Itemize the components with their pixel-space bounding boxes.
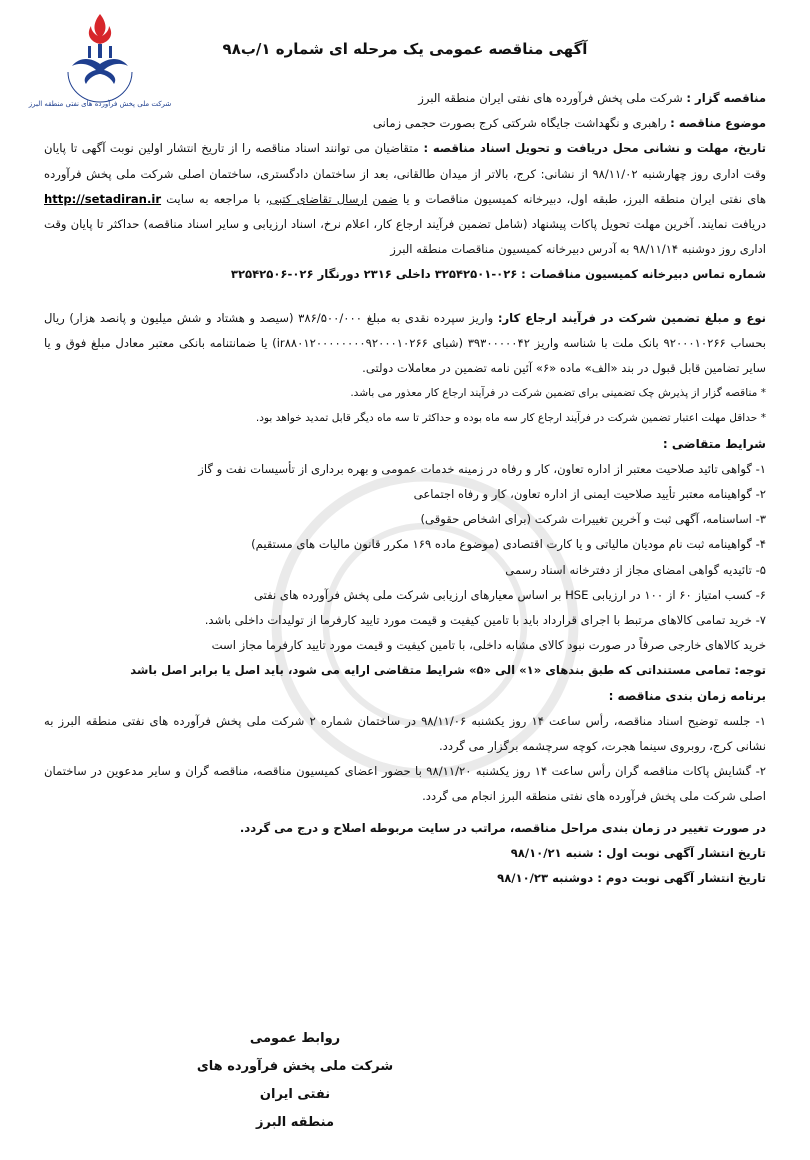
condition-item: ۴- گواهینامه ثبت نام مودیان مالیاتی و یا کارت اقتصادی (موضوع ماده ۱۶۹ مکرر قانون مالیات های مستقیم): [251, 537, 766, 552]
guarantee-note-2: * حداقل مهلت اعتبار تضمین شرکت در فرآیند ارجاع کار سه ماه بوده و حداکثر تا سه ماه دیگر قابل تمدید خواهد بود.: [255, 412, 766, 425]
signature-line-3: منطقه البرز: [256, 1115, 334, 1130]
setadiran-link[interactable]: http://setadiran.ir: [44, 191, 162, 206]
contact-line: [44, 262, 766, 287]
attention-label: توجه:: [734, 663, 766, 678]
schedule-change-note: در صورت تغییر در زمان بندی مراحل مناقصه، مراتب در سایت مربوطه اصلاح و درج می گردد.: [239, 820, 766, 835]
condition-item: خرید کالاهای خارجی صرفاً در صورت نبود کالای مشابه داخلی، با تامین کیفیت و قیمت مورد تایید کارفرما مجاز است: [211, 638, 766, 653]
organizer-line: [44, 86, 766, 111]
condition-item: ۱- گواهی تائید صلاحیت معتبر از اداره تعاون، کار و رفاه در زمینه خدمات عمومی و بهره برداری از تأسیسات نفت و گاز: [198, 461, 766, 476]
organizer-label: مناقصه گزار :: [686, 91, 766, 105]
docs-text-1: متقاضیان می توانند اسناد مناقصه را از تاریخ انتشار اولین نوبت آگهی تا پایان وقت اداری روز چهارشنبه ۹۸/۱۱/۰۲ از نشانی: کرج، بالاتر از میدان طالقانی، بعد از ساختمان دادگستری، ساختمان اصلی شرکت ملی پخش فرآورده های نفتی ایران منطقه البرز، طبقه اول، دبیرخانه کمیسیون مناقصات و یا: [44, 141, 766, 206]
second-publication-date: تاریخ انتشار آگهی نوبت دوم : دوشنبه ۹۸/۱۰/۲۳: [497, 871, 766, 886]
signature-line-2: شرکت ملی پخش فرآورده های نفتی ایران: [196, 1059, 394, 1102]
docs-text-4: دریافت نمایند. آخرین مهلت تحویل پاکات پیشنهاد (شامل تضمین فرآیند ارجاع کار، اعلام نرخ، اسناد ارزیابی و سایر اسناد مناقصه) حداکثر تا پایان وقت اداری روز دوشنبه ۹۸/۱۱/۱۴ به آدرس دبیرخانه کمیسیون مناقصات منطقه البرز: [44, 217, 766, 257]
condition-item: ۵- تائیدیه گواهی امضای مجاز از دفترخانه اسناد رسمی: [505, 562, 766, 577]
subject-line: [44, 111, 766, 136]
docs-paragraph: [44, 136, 766, 262]
signature-line-1: روابط عمومی: [249, 1031, 341, 1046]
condition-item: ۲- گواهینامه معتبر تأیید صلاحیت ایمنی از اداره تعاون، کار و رفاه اجتماعی: [413, 487, 766, 502]
attention-text: تمامی مستنداتی که طبق بندهای «۱» الی «۵» شرایط متقاضی ارایه می شود، باید اصل یا برابر اصل باشد: [130, 663, 731, 678]
contact-label: شماره تماس دبیرخانه کمیسیون مناقصات :: [521, 267, 766, 282]
organizer-value: شرکت ملی پخش فرآورده های نفتی ایران منطقه البرز: [418, 91, 683, 105]
guarantee-text: واریز سپرده نقدی به مبلغ ۳۸۶/۵۰۰/۰۰۰ (سیصد و هشتاد و شش میلیون و پانصد هزار) ریال بحساب ۹۲۰۰۰۱۰۲۶۶ بانک ملت با شناسه واریز ۳۹۳۰۰۰۰۰۴۲ (شبای ir۸۸۰۱۲۰۰۰۰۰۰۰۰۹۲۰۰۰۱۰۲۶۶) یا ضمانتنامه بانکی معتبر معادل مبلغ فوق و یا سایر تضامین قابل قبول در بند «الف» ماده «۶» آئین نامه تضمین در معاملات دولتی.: [44, 310, 766, 376]
docs-underline: ضمن: [372, 191, 398, 206]
docs-text-3: ، با مراجعه به سایت: [166, 191, 270, 206]
docs-text-2: ارسال تقاضای کتبی: [269, 191, 368, 206]
subject-label: موضوع مناقصه :: [670, 116, 766, 131]
guarantee-label: نوع و مبلغ تضمین شرکت در فرآیند ارجاع کار:: [497, 310, 766, 325]
subject-value: راهبری و نگهداشت جایگاه شرکتی کرج بصورت حجمی زمانی: [372, 116, 667, 131]
condition-item: ۶- کسب امتیاز ۶۰ از ۱۰۰ در ارزیابی HSE بر اساس معیارهای ارزیابی شرکت ملی پخش فرآورده های نفتی: [253, 587, 766, 602]
first-publication-date: تاریخ انتشار آگهی نوبت اول : شنبه ۹۸/۱۰/۲۱: [510, 845, 766, 860]
schedule-item: ۱- جلسه توضیح اسناد مناقصه، رأس ساعت ۱۴ روز یکشنبه ۹۸/۱۱/۰۶ در ساختمان شماره ۲ شرکت ملی پخش فرآورده های نفتی منطقه البرز به نشانی کرج، روبروی سینما هجرت، کوچه سرچشمه برگزار می گردد.: [44, 713, 766, 754]
conditions-heading: شرایط متقاضی :: [662, 436, 766, 451]
guarantee-paragraph: [44, 306, 766, 382]
contact-value: ۰۲۶-۳۲۵۴۲۵۰۱ داخلی ۲۳۱۶ دورنگار ۰۲۶-۳۲۵۴۲۵۰۶: [230, 267, 518, 282]
attention-line: [44, 658, 766, 683]
page-title: آگهی مناقصه عمومی یک مرحله ای شماره ۱/ب۹۸: [222, 40, 588, 58]
logo-caption: شرکت ملی پخش فرآورده های نفتی منطقه البرز: [28, 100, 172, 108]
guarantee-note-1: * مناقصه گزار از پذیرش چک تضمینی برای تضمین شرکت در فرآیند ارجاع کار معذور می باشد.: [350, 387, 766, 400]
docs-label: تاریخ، مهلت و نشانی محل دریافت و تحویل اسناد مناقصه :: [423, 141, 767, 156]
notice-body: [44, 86, 766, 891]
schedule-heading: برنامه زمان بندی مناقصه :: [608, 688, 766, 703]
condition-item: ۷- خرید تمامی کالاهای مرتبط با اجرای قرارداد باید با تامین کیفیت و قیمت مورد تایید کارفرما از تولیدات داخلی باشد.: [204, 613, 766, 628]
condition-item: ۳- اساسنامه، آگهی ثبت و آخرین تغییرات شرکت (برای اشخاص حقوقی): [420, 512, 766, 527]
schedule-item: ۲- گشایش پاکات مناقصه گران رأس ساعت ۱۴ روز یکشنبه ۹۸/۱۱/۲۰ با حضور اعضای کمیسیون مناقصه، مناقصه گران و سایر مدعوین در ساختمان اصلی شرکت ملی پخش فرآورده های نفتی منطقه البرز انجام می گردد.: [44, 764, 766, 804]
signature-block: [180, 1025, 410, 1137]
